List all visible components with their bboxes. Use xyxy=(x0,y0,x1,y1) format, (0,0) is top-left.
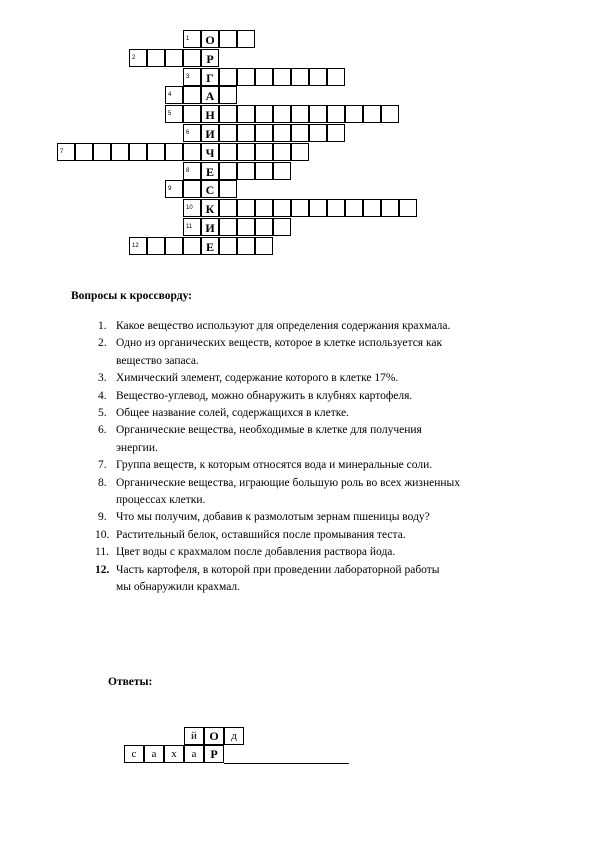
crossword-cell xyxy=(129,49,147,67)
crossword-key-cell xyxy=(201,237,219,255)
crossword-key-cell xyxy=(201,49,219,67)
crossword-cell xyxy=(309,124,327,142)
crossword-cell xyxy=(237,237,255,255)
question-item xyxy=(100,579,540,596)
crossword-cell xyxy=(381,105,399,123)
crossword-cell xyxy=(237,30,255,48)
crossword-key-letter: И xyxy=(205,127,215,141)
questions-heading: Вопросы к кроссворду: xyxy=(71,290,193,302)
crossword-cell xyxy=(273,199,291,217)
answer-letter: Р xyxy=(210,747,218,761)
question-text: Что мы получим, добавив к размолотым зернам пшеницы воду? xyxy=(116,511,430,524)
crossword-cell xyxy=(183,124,201,142)
question-item xyxy=(100,492,540,509)
crossword-key-cell xyxy=(201,180,219,198)
question-item xyxy=(100,405,540,422)
question-text: Цвет воды с крахмалом после добавления раствора йода. xyxy=(116,546,396,559)
crossword-cell xyxy=(327,105,345,123)
question-text: Одно из органических веществ, которое в клетке используется как xyxy=(116,337,443,350)
crossword-cell xyxy=(273,105,291,123)
crossword-cell xyxy=(147,49,165,67)
answer-cell xyxy=(184,727,204,745)
crossword-cell xyxy=(237,68,255,86)
crossword-cell xyxy=(147,237,165,255)
crossword-key-cell xyxy=(201,68,219,86)
question-item xyxy=(100,422,540,439)
question-number: 7. xyxy=(98,459,107,472)
crossword-cell xyxy=(183,105,201,123)
crossword-key-letter: С xyxy=(205,183,215,198)
answer-cell xyxy=(204,727,224,745)
crossword-cell xyxy=(363,199,381,217)
crossword-cell xyxy=(165,180,183,198)
question-number: 4. xyxy=(98,389,107,402)
crossword-cell xyxy=(147,143,165,161)
answer-letter: с xyxy=(131,748,137,760)
crossword-cell xyxy=(219,105,237,123)
question-item xyxy=(100,370,540,387)
crossword-cell xyxy=(237,218,255,236)
question-number: 8. xyxy=(98,476,107,489)
crossword-cell xyxy=(309,68,327,86)
crossword-cell xyxy=(75,143,93,161)
crossword-cell xyxy=(219,199,237,217)
crossword-cell xyxy=(309,105,327,123)
crossword-cell xyxy=(237,124,255,142)
crossword-cell xyxy=(291,124,309,142)
crossword-key-letter: Г xyxy=(206,70,214,85)
question-number: 5. xyxy=(98,407,107,420)
question-item xyxy=(100,440,540,457)
crossword-cell xyxy=(255,143,273,161)
crossword-row-number: 3 xyxy=(186,73,190,80)
crossword-cell xyxy=(183,68,201,86)
crossword-key-letter: А xyxy=(205,89,215,104)
crossword-cell xyxy=(111,143,129,161)
crossword-key-cell xyxy=(201,218,219,236)
crossword-row-number: 7 xyxy=(60,148,64,155)
crossword-key-letter: И xyxy=(205,221,215,235)
question-number: 12. xyxy=(95,563,110,576)
question-item xyxy=(100,335,540,352)
crossword-cell xyxy=(165,105,183,123)
crossword-cell xyxy=(345,105,363,123)
question-number: 3. xyxy=(98,372,107,385)
crossword-cell xyxy=(129,143,147,161)
crossword-key-letter: Е xyxy=(205,164,214,179)
crossword-cell xyxy=(291,105,309,123)
crossword-cell xyxy=(183,199,201,217)
crossword-cell xyxy=(255,124,273,142)
crossword-cell xyxy=(165,143,183,161)
crossword-cell xyxy=(255,199,273,217)
answer-blank-line xyxy=(224,763,349,764)
crossword-cell xyxy=(345,199,363,217)
question-item xyxy=(100,318,540,335)
crossword-cell xyxy=(255,218,273,236)
crossword-row-number: 9 xyxy=(168,186,172,193)
crossword-cell xyxy=(183,180,201,198)
crossword-cell xyxy=(183,49,201,67)
crossword-row-number: 11 xyxy=(186,224,193,230)
answer-letter: а xyxy=(151,748,157,760)
crossword-cell xyxy=(255,162,273,180)
crossword-key-letter: Ч xyxy=(205,145,215,160)
crossword-cell xyxy=(57,143,75,161)
question-number: 6. xyxy=(98,424,107,437)
crossword-cell xyxy=(165,86,183,104)
crossword-key-cell xyxy=(201,162,219,180)
question-number: 11. xyxy=(95,546,109,559)
crossword-row-number: 6 xyxy=(186,130,190,136)
crossword-cell xyxy=(219,237,237,255)
crossword-cell xyxy=(183,162,201,180)
question-text: энергии. xyxy=(116,441,158,454)
answers-heading: Ответы: xyxy=(108,676,153,688)
question-text: процессах клетки. xyxy=(116,494,206,507)
answer-cell xyxy=(184,745,204,763)
question-text: Растительный белок, оставшийся после промывания теста. xyxy=(116,528,406,541)
question-text: Органические вещества, играющие большую роль во всех жизненных xyxy=(116,476,461,489)
question-item xyxy=(95,527,540,544)
crossword-cell xyxy=(237,199,255,217)
question-number: 1. xyxy=(98,320,107,332)
crossword-cell xyxy=(363,105,381,123)
question-text: Химический элемент, содержание которого в клетке 17%. xyxy=(116,372,399,385)
answer-cell xyxy=(204,745,224,763)
answer-cell xyxy=(144,745,164,763)
crossword-cell xyxy=(273,162,291,180)
crossword-cell xyxy=(309,199,327,217)
crossword-cell xyxy=(165,49,183,67)
answer-letter: д xyxy=(231,730,237,742)
crossword-cell xyxy=(255,105,273,123)
question-item xyxy=(100,475,540,492)
crossword-key-letter: Р xyxy=(206,51,214,66)
crossword-cell xyxy=(237,162,255,180)
crossword-key-letter: Е xyxy=(205,239,214,254)
question-number: 2. xyxy=(98,337,107,350)
crossword-cell xyxy=(327,68,345,86)
question-text: Какое вещество используют для определения содержания крахмала. xyxy=(116,320,451,332)
questions-list xyxy=(95,318,540,597)
crossword-row-number: 12 xyxy=(132,242,139,249)
question-item xyxy=(100,388,540,405)
crossword-key-cell xyxy=(201,86,219,104)
crossword-cell xyxy=(327,199,345,217)
crossword-row-number: 2 xyxy=(132,54,136,61)
crossword-cell xyxy=(381,199,399,217)
crossword-row-number: 8 xyxy=(186,167,190,174)
question-text: Группа веществ, к которым относятся вода и минеральные соли. xyxy=(116,459,433,472)
answer-cell xyxy=(124,745,144,763)
crossword-key-letter: О xyxy=(205,33,215,47)
answer-letter: О xyxy=(209,729,219,743)
crossword-cell xyxy=(219,86,237,104)
question-text: Общее название солей, содержащихся в клетке. xyxy=(116,407,350,420)
crossword-cell xyxy=(291,199,309,217)
question-item xyxy=(100,353,540,370)
answer-letter: а xyxy=(191,748,197,760)
crossword-row-number: 4 xyxy=(168,92,172,99)
crossword-cell xyxy=(183,237,201,255)
question-text: мы обнаружили крахмал. xyxy=(116,581,241,594)
crossword-cell xyxy=(165,237,183,255)
crossword-cell xyxy=(93,143,111,161)
crossword-cell xyxy=(219,30,237,48)
question-item xyxy=(95,544,540,561)
answer-letter: й xyxy=(191,730,197,742)
crossword-cell xyxy=(273,124,291,142)
crossword-key-cell xyxy=(201,30,219,48)
crossword-key-cell xyxy=(201,124,219,142)
answer-cell xyxy=(224,727,244,745)
crossword-key-cell xyxy=(201,105,219,123)
crossword-cell xyxy=(219,162,237,180)
crossword-cell xyxy=(219,218,237,236)
answer-cell xyxy=(164,745,184,763)
crossword-cell xyxy=(183,218,201,236)
crossword-cell xyxy=(273,143,291,161)
question-number: 9. xyxy=(98,511,107,524)
crossword-cell xyxy=(183,86,201,104)
crossword-cell xyxy=(237,143,255,161)
question-item xyxy=(95,562,540,579)
question-item xyxy=(100,509,540,526)
crossword-cell xyxy=(219,124,237,142)
crossword-key-letter: Н xyxy=(205,108,215,123)
answer-letter: х xyxy=(171,748,177,760)
crossword-cell xyxy=(327,124,345,142)
question-text: Часть картофеля, в которой при проведении лабораторной работы xyxy=(116,563,440,576)
crossword-key-cell xyxy=(201,143,219,161)
crossword-key-cell xyxy=(201,199,219,217)
question-item xyxy=(100,457,540,474)
crossword-key-letter: К xyxy=(205,202,215,217)
crossword-cell xyxy=(129,237,147,255)
crossword-cell xyxy=(291,68,309,86)
question-number: 10. xyxy=(95,528,110,541)
crossword-cell xyxy=(219,180,237,198)
crossword-cell xyxy=(183,143,201,161)
crossword-cell xyxy=(237,105,255,123)
crossword-row-number: 1 xyxy=(186,36,190,42)
question-text: Органические вещества, необходимые в клетке для получения xyxy=(116,424,422,437)
crossword-cell xyxy=(219,68,237,86)
crossword-cell xyxy=(291,143,309,161)
crossword-cell xyxy=(255,68,273,86)
crossword-cell xyxy=(273,68,291,86)
question-text: Вещество-углевод, можно обнаружить в клубнях картофеля. xyxy=(116,389,413,402)
crossword-cell xyxy=(255,237,273,255)
question-text: вещество запаса. xyxy=(116,354,199,367)
crossword-cell xyxy=(219,143,237,161)
crossword-cell xyxy=(183,30,201,48)
crossword-row-number: 10 xyxy=(186,205,193,212)
crossword-cell xyxy=(273,218,291,236)
crossword-row-number: 5 xyxy=(168,111,172,118)
crossword-cell xyxy=(399,199,417,217)
